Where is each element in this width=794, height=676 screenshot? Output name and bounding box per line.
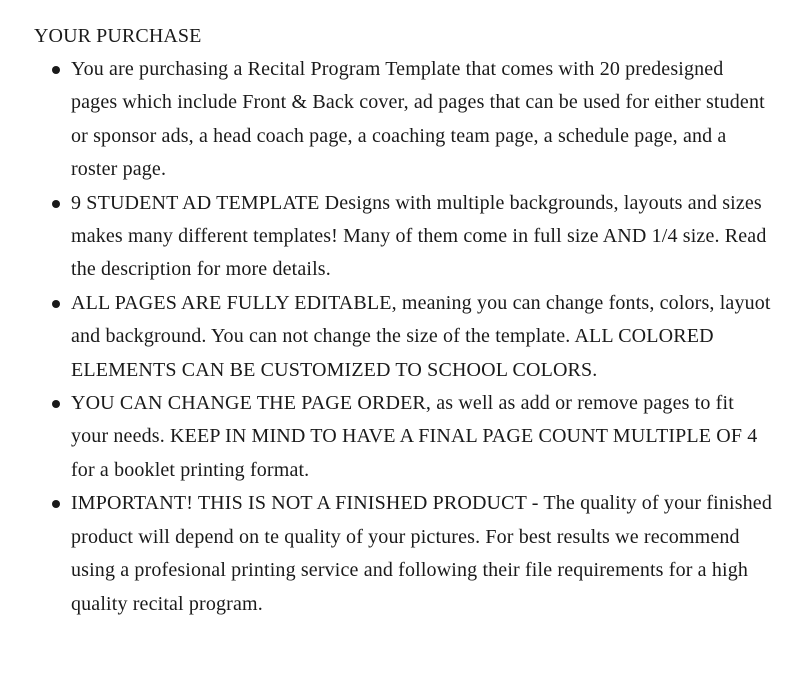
bullet-icon bbox=[52, 66, 60, 74]
bullet-icon bbox=[52, 300, 60, 308]
list-item-text: YOU CAN CHANGE THE PAGE ORDER, as well as add or remove pages to fit your needs. KEEP IN MIND TO HAVE A FINAL PAGE COUNT MULTIPLE OF 4 for a booklet printing format. bbox=[71, 392, 758, 481]
list-item bbox=[34, 187, 774, 287]
list-item bbox=[34, 387, 774, 487]
document-body bbox=[34, 20, 774, 621]
list-item-text: You are purchasing a Recital Program Template that comes with 20 predesigned pages which include Front & Back cover, ad pages that can be used for either student or sponsor ads, a head coach page, a coaching team page, a schedule page, and a roster page. bbox=[71, 58, 765, 181]
list-item bbox=[34, 287, 774, 387]
list-item bbox=[34, 487, 774, 621]
list-item-text: ALL PAGES ARE FULLY EDITABLE, meaning you can change fonts, colors, layuot and background. You can not change the size of the template. ALL COLORED ELEMENTS CAN BE CUSTOMIZED TO SCHOOL COLORS. bbox=[71, 291, 771, 381]
section-heading: YOUR PURCHASE bbox=[34, 25, 202, 47]
bullet-icon bbox=[52, 500, 60, 508]
purchase-details-list bbox=[34, 53, 774, 621]
list-item-text: 9 STUDENT AD TEMPLATE Designs with multiple backgrounds, layouts and sizes makes many different templates! Many of them come in full size AND 1/4 size. Read the description for more details. bbox=[71, 191, 767, 281]
bullet-icon bbox=[52, 200, 60, 208]
list-item-text: IMPORTANT! THIS IS NOT A FINISHED PRODUCT - The quality of your finished product will depend on te quality of your pictures. For best results we recommend using a profesional printing service and following their file requirements for a high quality recital program. bbox=[71, 492, 772, 615]
list-item bbox=[34, 53, 774, 187]
bullet-icon bbox=[52, 400, 60, 408]
